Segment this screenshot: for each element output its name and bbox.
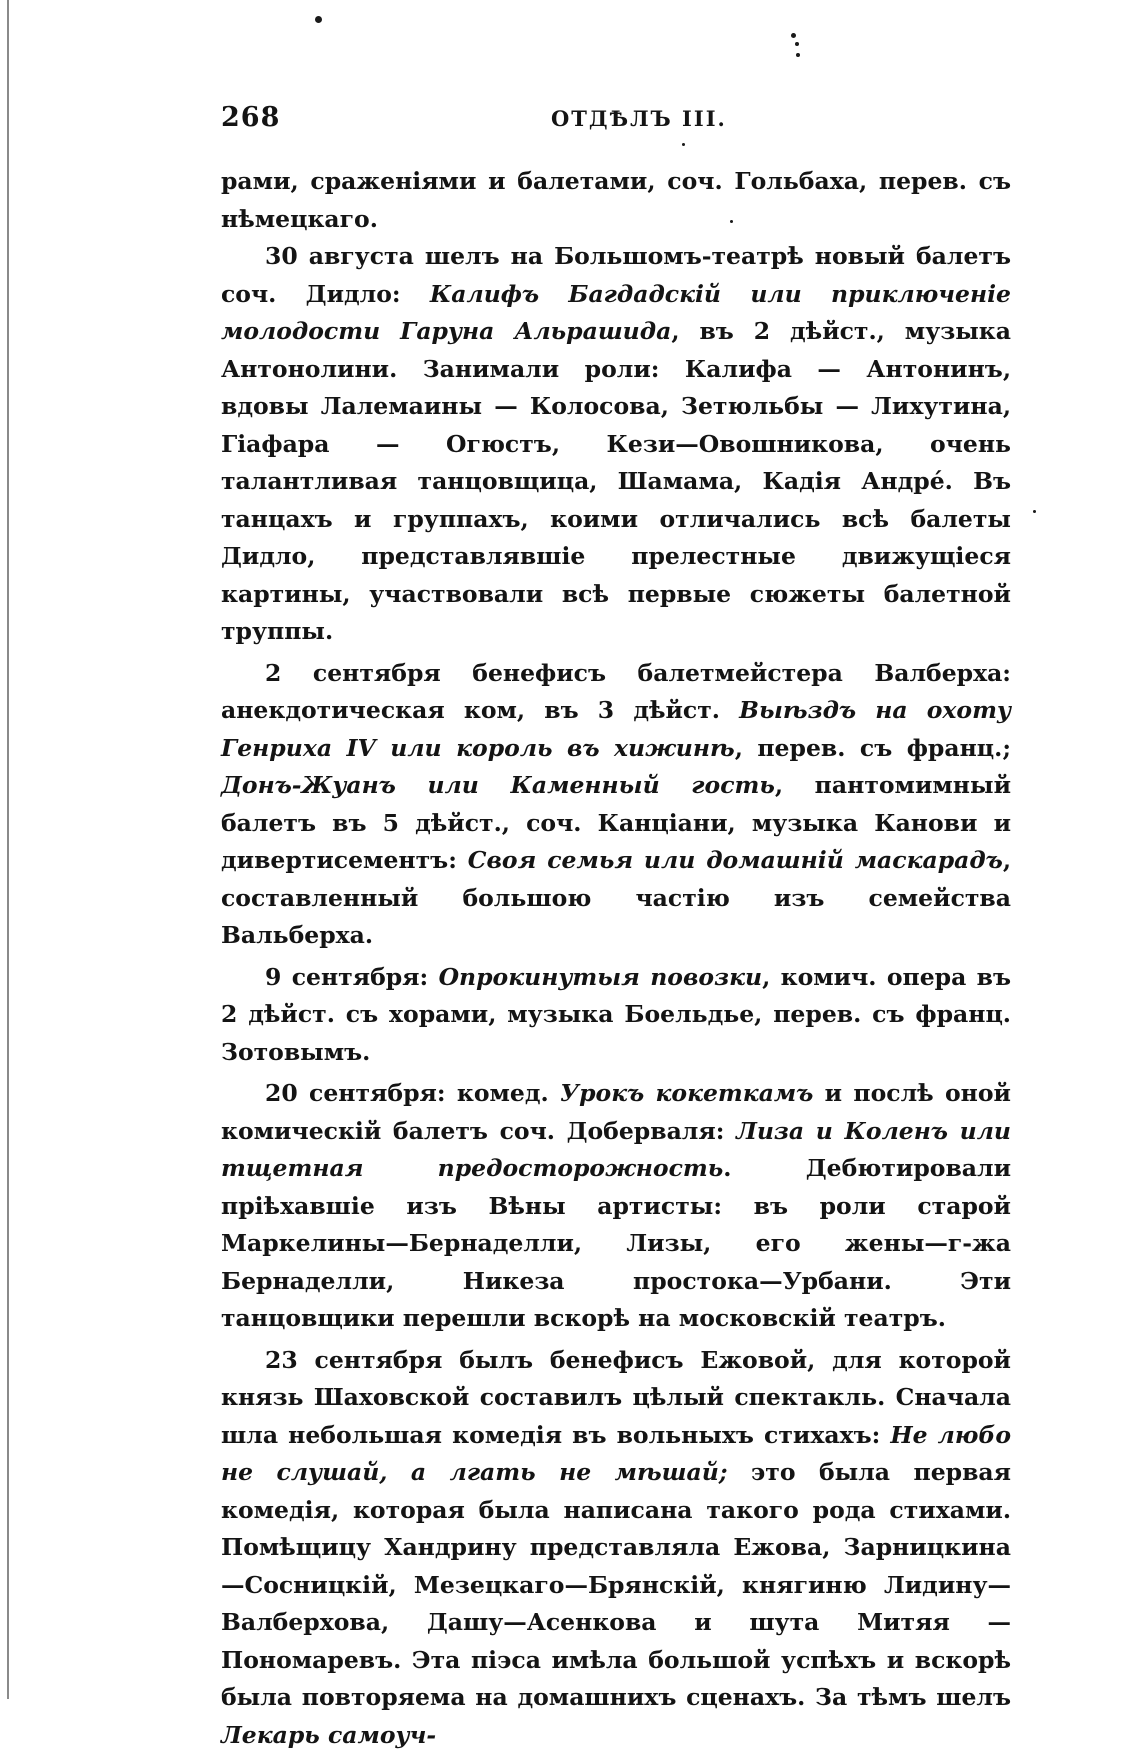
text-run: , перев. съ франц.; [735,734,1011,762]
text-run: , пантомимный балетъ въ 5 дѣйст., соч. Канціани, музыка Канови и дивертисементъ: [221,771,1011,874]
ink-speck [796,53,800,57]
ink-speck [682,143,685,146]
page-number: 268 [221,102,280,133]
work-title: Урокъ кокеткамъ [560,1079,813,1107]
text-run: 30 августа шелъ на Большомъ-театрѣ новый балетъ соч. Дидло: [221,242,1011,308]
work-title: Лекарь самоуч- [221,1721,436,1749]
text-run: , комич. опера въ 2 дѣйст. съ хорами, музыка Боельдье, перев. съ франц. Зотовымъ. [221,963,1011,1066]
ink-speck [795,42,799,46]
work-title: Калифъ Багдадскій или приключеніе молодости Гаруна Альрашида [221,280,1011,346]
text-run: 9 сентября: [265,963,439,991]
paragraph-continuation [221,163,1011,238]
text-run: . Дебютировали пріѣхавшіе изъ Вѣны артисты: въ роли старой Маркелины—Бернаделли, Лизы, его жены—г-жа Бернаделли, Никеза простока—Урбани. Эти танцовщики перешли вскорѣ на московскій театръ. [221,1154,1011,1332]
text-run: рами, сраженіями и балетами, соч. Гольбаха, перев. съ нѣмецкаго. [221,167,1011,233]
work-title: Лиза и Коленъ или тщетная предосторожность [221,1117,1011,1183]
text-run: , составленный большою частію изъ семейства Вальберха. [221,846,1011,949]
text-run: это была первая комедія, которая была написана такого рода стихами. Помѣщицу Хандрину представляла Ежова, Зарницкина—Сосницкій, Мезецкаго—Брянскій, княгиню Лидину—Валберхова, Дашу—Асенкова и шута Митяя — Пономаревъ. Эта піэса имѣла большой успѣхъ и вскорѣ была повторяема на домашнихъ сценахъ. За тѣмъ шелъ [221,1458,1011,1711]
work-title: Выѣздъ на охоту Генриха IV или король въ хижинѣ [221,696,1011,762]
work-title: Донъ-Жуанъ или Каменный гость [221,771,775,799]
paragraph-valberkh-benefit [221,655,1011,955]
paragraph-caliph-ballet [221,238,1011,651]
running-head: ОТДѢЛЪ III. [551,106,727,131]
ink-speck [791,33,796,38]
text-run: и послѣ оной комическій балетъ соч. Доберваля: [221,1079,1011,1145]
text-run: 2 сентября бенефисъ балетмейстера Валберха: анекдотическая ком, въ 3 дѣйст. [221,659,1011,725]
work-title: Не любо не слушай, а лгать не мѣшай; [221,1421,1011,1487]
text-run: 23 сентября былъ бенефисъ Ежовой, для которой князь Шаховской составилъ цѣлый спектакль. Сначала шла небольшая комедія въ вольныхъ стихахъ: [221,1346,1011,1449]
text-run: , въ 2 дѣйст., музыка Антонолини. Занимали роли: Калифа — Антонинъ, вдовы Лалемаины — Колосова, Зетюльбы — Лихутина, Гіафара — Огюстъ, Кези—Овошникова, очень талантливая танцовщица, Шамама, Кадія Андрé. Въ танцахъ и группахъ, коими отличались всѣ балеты Дидло, представлявшіе прелестные движущіеся картины, участвовали всѣ первые сюжеты балетной труппы. [221,317,1011,645]
ink-speck [315,16,322,23]
page-header [221,102,1011,142]
paragraph-overturned-carts [221,959,1011,1072]
body-text [221,163,1011,1754]
work-title: Своя семья или домашній маскарадъ [468,846,1003,874]
text-run: 20 сентября: комед. [265,1079,560,1107]
paragraph-lesson-to-coquettes [221,1075,1011,1338]
work-title: Опрокинутыя повозки [439,963,763,991]
scan-edge-line [7,0,9,1699]
paragraph-ezhova-benefit [221,1342,1011,1754]
ink-speck [1033,510,1036,513]
